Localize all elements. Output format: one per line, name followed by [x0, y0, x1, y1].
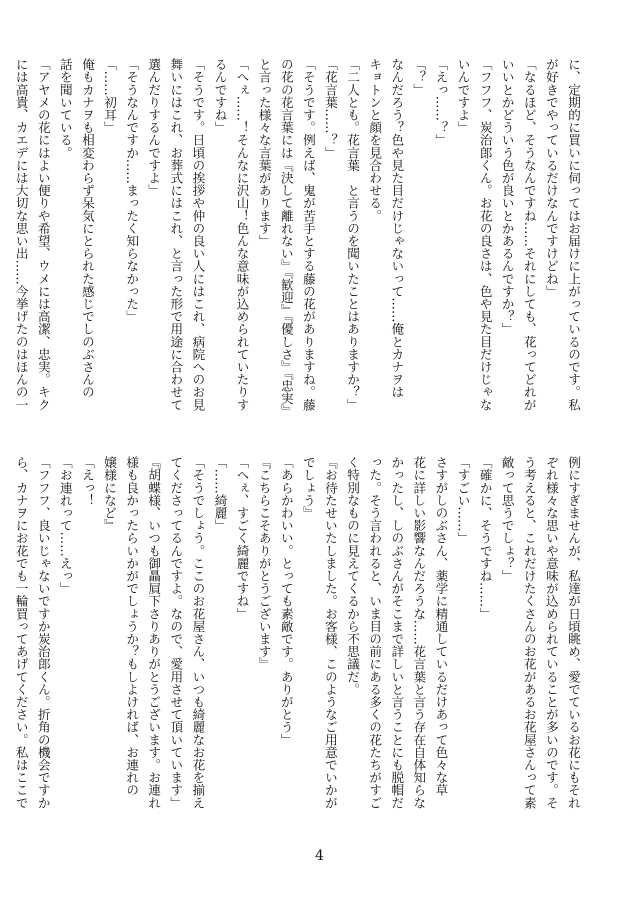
- text-line: 「二人とも。花言葉 と言うのを聞いたことはありますか？」: [345, 58, 361, 411]
- text-line: に、定期的に買いに伺ってはお届けに上がっているのです。私: [566, 58, 581, 411]
- text-line: 「そうでしょう。ここのお花屋さん、いつも綺麗なお花を揃え: [190, 456, 206, 809]
- text-line: 選んだりするんですよ」: [146, 58, 162, 197]
- text-line: 『こちらこそありがとうございます』: [256, 456, 272, 671]
- text-line: 「へぇ、すごく綺麗ですね」: [234, 456, 250, 620]
- text-line: 様も良かったらいかがでしょうか？もしよければ、お連れの: [124, 456, 140, 797]
- text-line: 敵って思うでしょ？」: [499, 456, 515, 582]
- text-line: 嬢様になど』: [102, 456, 118, 532]
- text-line: 『お待たせいたしました。お客様、このようなご用意でいかが: [322, 456, 338, 809]
- text-line: と言った様々な言葉があります」: [256, 58, 272, 247]
- text-line: 「花言葉……？」: [322, 58, 338, 159]
- text-line: には高貴、カエデには大切な思い出……今挙げたのはほんの一: [13, 58, 29, 411]
- text-line: 「えっ！: [79, 456, 95, 507]
- text-block-lower: [13, 456, 584, 830]
- text-line: 舞いにはこれ、お葬式にはこれ、と言った形で用途に合わせて: [168, 58, 184, 411]
- text-block-upper: [13, 58, 584, 432]
- text-line: 「そうなんですか……まったく知らなかった」: [124, 58, 140, 323]
- text-line: の花の花言葉には『決して離れない』『歓迎』『優しさ』『忠実』: [278, 58, 294, 418]
- text-line: 例にすぎませんが、私達が日頃眺め、愛でているお花にもそれ: [566, 456, 581, 809]
- text-line: でしょう』: [300, 456, 316, 519]
- text-line: 「フフフ、炭治郎くん。お花の良さは、色や見た目だけじゃな: [477, 58, 493, 411]
- text-line: 「そうです。日頃の挨拶や仲の良い人にはこれ、病院へのお見: [190, 58, 206, 411]
- text-line: 「？」: [411, 58, 427, 96]
- text-line: ら、カナヲにお花でも一輪買ってあげてください。私はここで: [13, 456, 29, 809]
- text-line: 「すごい……」: [455, 456, 471, 545]
- text-line: いいとかどういう色が良いとかあるんですか？」: [499, 58, 515, 336]
- text-line: かったし、しのぶさんがそこまで詳しいと言うことにも脱帽だ: [389, 456, 405, 809]
- text-line: 「……初耳」: [102, 58, 118, 134]
- text-line: 「なるほど、そうなんですね……それにしても、花ってどれが: [521, 58, 537, 411]
- text-line: 「お連れって……えっ」: [57, 456, 73, 595]
- text-line: 「あらかわいい。とっても素敵です。ありがとう」: [278, 456, 294, 746]
- text-line: く特別なものに見えてくるから不思議だ。: [345, 456, 361, 696]
- text-line: キョトンと顔を見合わせる。: [367, 58, 383, 222]
- text-line: ぞれ様々な思いや意味が込められていることが多いのです。そ: [543, 456, 559, 809]
- page-number: 4: [315, 848, 324, 864]
- text-line: 「へぇ……！そんなに沢山！色んな意味が込められていたりす: [234, 58, 250, 411]
- text-line: 話を聞いている。: [57, 58, 73, 159]
- text-line: いんですよ」: [455, 58, 471, 134]
- text-line: 「えっ……？」: [433, 58, 449, 147]
- text-line: 「……綺麗」: [212, 456, 228, 532]
- text-line: さすがしのぶさん、薬学に精通しているだけあって色々な草: [433, 456, 449, 797]
- text-line: 「フフフ、良いじゃないですか炭治郎くん。折角の機会ですか: [35, 456, 51, 809]
- text-line: 「そうです。例えば、鬼が苦手とする藤の花がありますね。藤: [300, 58, 316, 411]
- text-line: 俺もカナヲも相変わらず呆気にとられた感じでしのぶさんの: [79, 58, 95, 399]
- text-line: なんだろう？色や見た目だけじゃないって……俺とカナヲは: [389, 58, 405, 399]
- text-line: が好きでやっているだけなんですけどね」: [543, 58, 559, 298]
- text-line: った。そう言われると、いま目の前にある多くの花たちがすご: [367, 456, 383, 809]
- text-line: 「アヤメの花にはよい便りや希望、ウメには高潔、忠実。キク: [35, 58, 51, 411]
- text-line: 「確かに、そうですね……」: [477, 456, 493, 620]
- text-line: 『胡蝶様、いつも御贔屓下さりありがとうございます。お連れ: [146, 456, 162, 809]
- text-line: てくださってるんですよ。なので、愛用させて頂いています」: [168, 456, 184, 809]
- text-line: るんですね」: [212, 58, 228, 134]
- text-line: う考えると、これだけたくさんのお花があるお花屋さんって素: [521, 456, 537, 809]
- text-line: 花に詳しい影響なんだろうな……花言葉と言う存在自体知らな: [411, 456, 427, 809]
